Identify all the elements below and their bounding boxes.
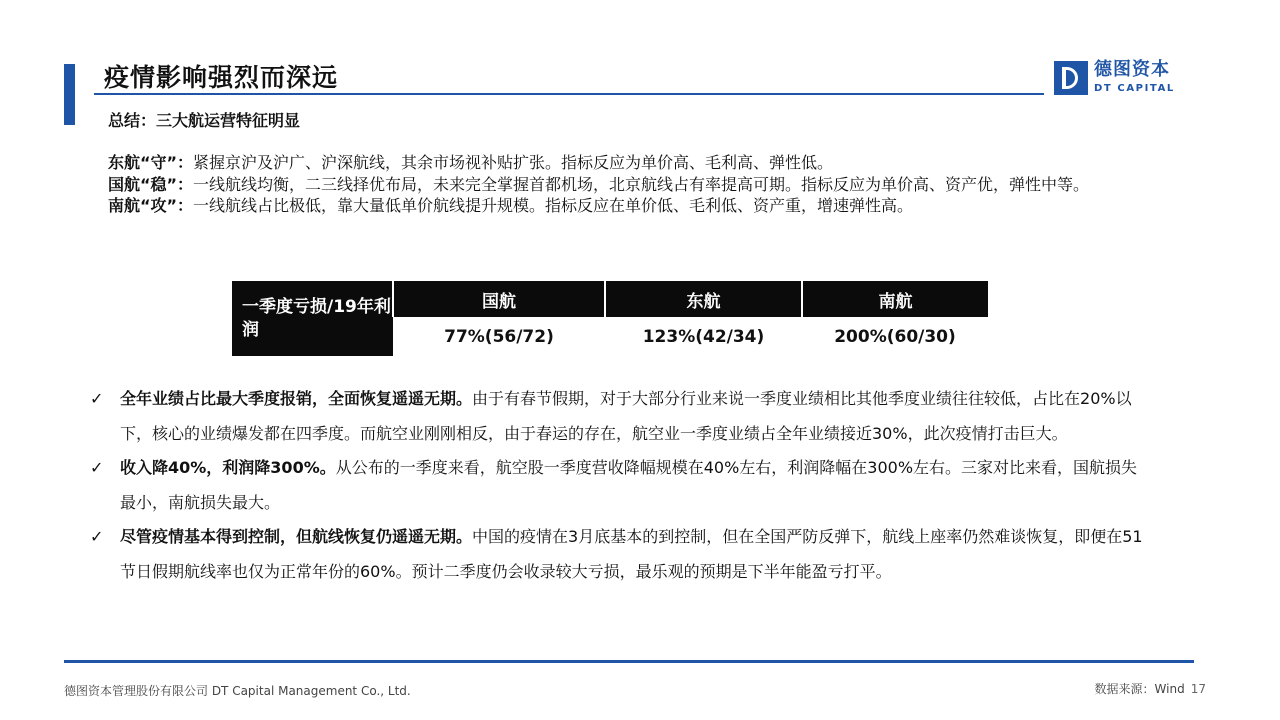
footer-company: 德图资本管理股份有限公司 DT Capital Management Co., Ltd. [64, 684, 411, 698]
section-subtitle: 总结：三大航运营特征明显 [108, 111, 301, 130]
list-item [90, 451, 1150, 520]
page-title: 疫情影响强烈而深远 [104, 63, 339, 92]
company-logo [1054, 61, 1175, 95]
key-points-list [90, 382, 1150, 589]
title-accent-bar [64, 64, 75, 125]
summary-text: 一线航线均衡，二三线择优布局，未来完全掌握首都机场，北京航线占有率提高可期。指标反应为单价高、资产优，弹性中等。 [193, 174, 1090, 194]
logo-english-name: DT CAPITAL [1094, 83, 1175, 94]
table-value-airchina: 77%(56/72) [393, 317, 605, 356]
page-number: 17 [1190, 682, 1206, 696]
logo-chinese-name: 德图资本 [1094, 59, 1170, 80]
list-item [90, 382, 1150, 451]
summary-text: 紧握京沪及沪广、沪深航线，其余市场视补贴扩张。指标反应为单价高、毛利高、弹性低。 [193, 153, 834, 172]
checkmark-icon: ✓ [90, 458, 104, 477]
bullet-heading: 全年业绩占比最大季度报销，全面恢复遥遥无期。 [120, 389, 473, 408]
data-source: 数据来源：Wind [1094, 682, 1185, 696]
airline-summary [108, 152, 1148, 217]
bullet-text: 从公布的一季度来看，航空股一季度营收降幅规模在40%左右，利润降幅在300%左右。三家对比来看，国航损失最小，南航损失最大。 [120, 458, 1138, 512]
table-value-eastern: 123%(42/34) [605, 317, 802, 356]
table-corner-header: 一季度亏损/19年利润 [232, 281, 393, 356]
checkmark-icon: ✓ [90, 389, 104, 408]
summary-text: 一线航线占比极低，靠大量低单价航线提升规模。指标反应在单价低、毛利低、资产重，增速弹性高。 [193, 196, 914, 215]
summary-label: 南航“攻”： [108, 196, 194, 215]
summary-item-eastern [108, 152, 1148, 174]
footer-source [1095, 680, 1206, 697]
footer-divider [64, 660, 1194, 663]
summary-item-southern [108, 195, 1148, 217]
dt-logo-icon [1054, 61, 1088, 95]
list-item [90, 520, 1150, 589]
table-header-airchina: 国航 [393, 281, 605, 317]
table-header-southern: 南航 [802, 281, 988, 317]
bullet-text: 由于有春节假期，对于大部分行业来说一季度业绩相比其他季度业绩往往较低，占比在20%以下，核心的业绩爆发都在四季度。而航空业刚刚相反，由于春运的存在，航空业一季度业绩占全年业绩接近30%，此次疫情打击巨大。 [120, 389, 1132, 443]
loss-ratio-table [232, 281, 988, 356]
table-header-eastern: 东航 [605, 281, 802, 317]
summary-item-airchina [108, 174, 1148, 196]
summary-label: 东航“守”： [108, 153, 194, 172]
bullet-heading: 收入降40%，利润降300%。 [120, 458, 336, 477]
checkmark-icon: ✓ [90, 527, 104, 546]
table-value-southern: 200%(60/30) [802, 317, 988, 356]
bullet-heading: 尽管疫情基本得到控制，但航线恢复仍遥遥无期。 [120, 527, 473, 546]
title-underline [94, 93, 1044, 95]
bullet-text: 中国的疫情在3月底基本的到控制，但在全国严防反弹下，航线上座率仍然难谈恢复，即便在51节日假期航线率也仅为正常年份的60%。预计二季度仍会收录较大亏损，最乐观的预期是下半年能盈亏打平。 [120, 527, 1143, 581]
summary-label: 国航“稳”： [108, 174, 194, 194]
